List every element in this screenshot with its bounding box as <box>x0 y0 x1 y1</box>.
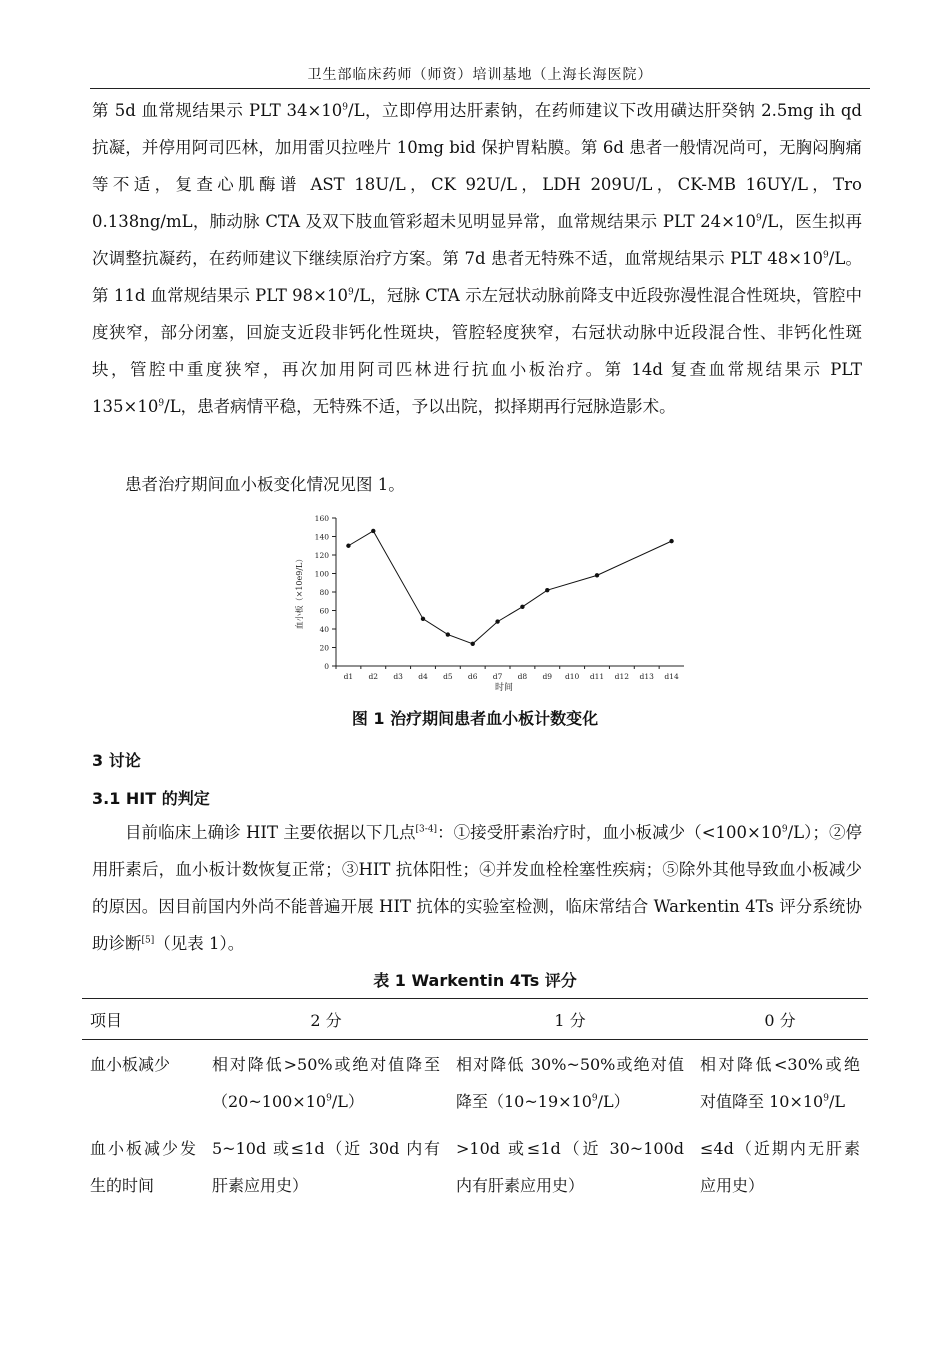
chart-data-point <box>669 539 673 543</box>
chart-y-tick-label: 80 <box>319 588 329 597</box>
table-row <box>82 1040 868 1125</box>
table-header-cell: 1 分 <box>448 999 692 1040</box>
table-header-cell: 0 分 <box>692 999 868 1040</box>
chart-data-point <box>595 573 599 577</box>
chart-x-tick-label: d2 <box>368 672 379 681</box>
chart-data-point <box>421 617 425 621</box>
chart-x-axis-label: 时间 <box>494 683 514 693</box>
chart-y-tick-label: 160 <box>314 514 329 523</box>
hit-criteria-paragraph: 目前临床上确诊 HIT 主要依据以下几点[3-4]：①接受肝素治疗时，血小板减少$(<100\times 10^9/L)$；②停用肝素后，血小板计数恢复正常；③HIT 抗体阳性；④并发血栓栓塞性疾病；⑤除外其他导致血小板减少的原因。因目前国内外尚不能普遍开展 HIT 抗体的实验室检测，临床常结合 Warkentin 4Ts 评分系统协助诊断[5]（见表 1）。 <box>92 823 862 953</box>
chart-x-tick-label: d7 <box>492 672 503 681</box>
table-cell: >10d 或≤1d（近 30~100d 内有肝素应用史） <box>456 1139 684 1195</box>
chart-series-line <box>348 531 671 644</box>
chart-data-point <box>520 605 524 609</box>
figure-reference-paragraph: 患者治疗期间血小板变化情况见图 1。 <box>125 475 405 494</box>
chart-y-tick-label: 100 <box>314 569 329 579</box>
chart-y-axis-label: 血小板（×10e9/L） <box>295 554 304 630</box>
table-cell: 相对降低>50%或绝对值降至$(20\sim 100\times 10^9/L)$ <box>212 1055 440 1111</box>
chart-x-tick-label: d3 <box>393 672 403 681</box>
platelet-chart <box>292 508 692 698</box>
case-paragraph: 第 5d 血常规结果示 PLT $34\times 10^9/L$，立即停用达肝素钠，在药师建议下改用磺达肝癸钠 2.5mg ih qd 抗凝，并停用阿司匹林，加用雷贝拉唑片 10mg bid 保护胃粘膜。第 6d 患者一般情况尚可，无胸闷胸痛等不适，复查心肌酶谱 AST 18U/L，CK 92U/L，LDH 209U/L，CK-MB 16UY/L，Tro 0.138ng/mL，肺动脉 CTA 及双下肢血管彩超未见明显异常，血常规结果示 PLT $24\times 10^9/L$，医生拟再次调整抗凝药，在药师建议下继续原治疗方案。第 7d 患者无特殊不适，血常规结果示 PLT $48\times 10^9/L$。第 11d 血常规结果示 PLT $98\times 10^9/L$，冠脉 CTA 示左冠状动脉前降支中近段弥漫性混合性斑块，管腔中度狭窄，部分闭塞，回旋支近段非钙化性斑块，管腔轻度狭窄，右冠状动脉中近段混合性、非钙化性斑块，管腔中重度狭窄，再次加用阿司匹林进行抗血小板治疗。第 14d 复查血常规结果示 PLT $135\times 10^9/L$，患者病情平稳，无特殊不适，予以出院，拟择期再行冠脉造影术。 <box>92 101 862 416</box>
chart-y-tick-label: 0 <box>324 662 329 671</box>
table-header-cell: 项目 <box>82 999 204 1040</box>
section-heading: 3 讨论 <box>92 751 141 770</box>
table-cell: 5~10d 或≤1d（近 30d 内有肝素应用史） <box>212 1139 440 1195</box>
citation: [3-4] <box>415 824 438 835</box>
chart-x-tick-label: d5 <box>443 672 453 681</box>
chart-y-tick-label: 120 <box>314 551 329 560</box>
chart-data-point <box>471 642 475 646</box>
subsection-heading: 3.1 HIT 的判定 <box>92 789 210 808</box>
chart-data-point <box>495 619 499 623</box>
chart-y-tick-label: 60 <box>319 606 329 616</box>
table-cell: 血小板减少 <box>90 1055 171 1074</box>
chart-x-tick-label: d4 <box>418 672 428 681</box>
platelet-chart-svg <box>292 508 692 698</box>
table-header-row <box>82 999 868 1040</box>
chart-x-tick-label: d1 <box>343 672 354 681</box>
table-cell: 相对降低 30%~50%或绝对值降至$(10\sim 19\times 10^9/L)$ <box>456 1055 684 1111</box>
chart-data-point <box>446 632 450 636</box>
chart-x-tick-label: d12 <box>614 672 630 681</box>
table-caption: 表 1 Warkentin 4Ts 评分 <box>373 971 577 990</box>
chart-data-point <box>346 544 350 548</box>
chart-x-tick-label: d14 <box>664 672 679 681</box>
chart-y-tick-label: 20 <box>319 643 329 653</box>
page-header: 卫生部临床药师（师资）培训基地（上海长海医院） <box>90 62 870 89</box>
chart-y-tick-label: 40 <box>319 625 329 634</box>
table-cell: 相对降低<30%或绝对值降至 $10\times 10^9/L$ <box>700 1055 860 1111</box>
chart-x-tick-label: d10 <box>564 672 580 681</box>
chart-data-point <box>545 588 549 592</box>
chart-x-tick-label: d8 <box>517 672 528 681</box>
table-cell: 血小板减少发生的时间 <box>90 1139 196 1195</box>
chart-x-tick-label: d11 <box>589 672 605 681</box>
citation: [5] <box>141 935 155 946</box>
warkentin-table <box>82 998 868 1208</box>
chart-data-point <box>371 529 375 533</box>
figure-caption: 图 1 治疗期间患者血小板计数变化 <box>351 709 599 728</box>
chart-x-tick-label: d6 <box>467 672 478 681</box>
table-row <box>82 1124 868 1208</box>
chart-x-tick-label: d13 <box>639 672 654 681</box>
chart-x-tick-label: d9 <box>542 672 553 681</box>
table-header-cell: 2 分 <box>204 999 448 1040</box>
chart-y-tick-label: 140 <box>314 532 329 542</box>
table-cell: ≤4d（近期内无肝素应用史） <box>700 1139 860 1195</box>
